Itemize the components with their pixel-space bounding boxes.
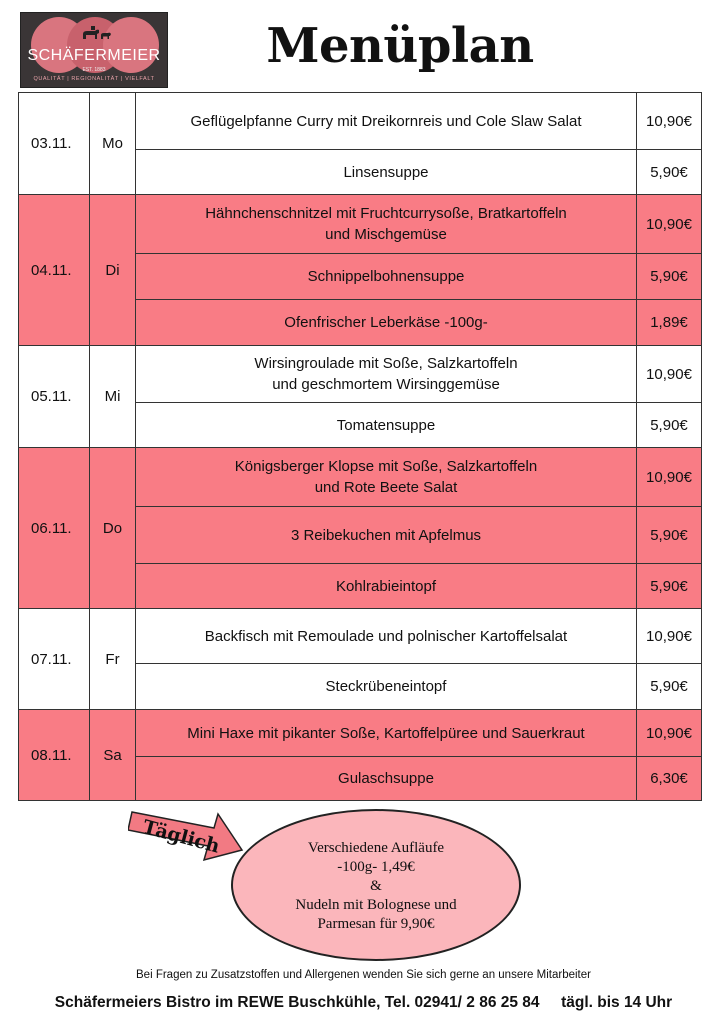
dish-name: Linsensuppe (136, 150, 637, 194)
day-weekday: Sa (90, 710, 136, 800)
dish-row (136, 299, 701, 345)
dish-price: 5,90€ (650, 416, 688, 434)
daily-offer-text: Verschiedene Aufläufe -100g- 1,49€ & Nudeln mit Bolognese und Parmesan für 9,90€ (295, 840, 457, 932)
dish-list (136, 93, 701, 194)
dish-list (136, 448, 701, 608)
day-row (18, 195, 702, 346)
dish-row (136, 346, 701, 402)
dish-price: 6,30€ (650, 770, 688, 787)
day-row (18, 448, 702, 609)
day-weekday: Di (90, 195, 136, 345)
dish-name: 3 Reibekuchen mit Apfelmus (136, 507, 637, 563)
dish-name: Ofenfrischer Leberkäse -100g- (136, 300, 637, 345)
dish-price: 1,89€ (650, 314, 688, 331)
allergen-note: Bei Fragen zu Zusatzstoffen und Allergenen wenden Sie sich gerne an unsere Mitarbeiter (136, 969, 591, 981)
dish-name: Hähnchenschnitzel mit Fruchtcurrysoße, Bratkartoffeln und Mischgemüse (136, 195, 637, 253)
dish-price: 10,90€ (646, 365, 692, 383)
dish-name: Wirsingroulade mit Soße, Salzkartoffeln und geschmortem Wirsinggemüse (136, 346, 637, 402)
dish-name: Gulaschsuppe (136, 757, 637, 800)
day-row (18, 346, 702, 448)
day-weekday: Fr (90, 609, 136, 709)
footer-contact: Schäfermeiers Bistro im REWE Buschkühle, Tel. 02941/ 2 86 25 84 tägl. bis 14 Uhr (54, 994, 673, 1011)
logo-established: EST. 1883 (82, 67, 106, 73)
dish-price: 5,90€ (650, 526, 688, 544)
dish-name: Mini Haxe mit pikanter Soße, Kartoffelpüree und Sauerkraut (136, 710, 637, 756)
dish-name: Backfisch mit Remoulade und polnischer Kartoffelsalat (136, 609, 637, 663)
logo-brand: SCHÄFERMEIER (27, 47, 161, 64)
dish-name: Steckrübeneintopf (136, 664, 637, 709)
dish-row (136, 609, 701, 663)
dish-list (136, 710, 701, 800)
day-date: 06.11. (19, 448, 90, 608)
day-date: 08.11. (19, 710, 90, 800)
dish-price: 10,90€ (646, 468, 692, 486)
dish-row (136, 448, 701, 506)
day-weekday: Mi (90, 346, 136, 447)
dish-price: 10,90€ (646, 724, 692, 742)
day-date: 04.11. (19, 195, 90, 345)
dish-name: Königsberger Klopse mit Soße, Salzkartoffeln und Rote Beete Salat (136, 448, 637, 506)
dish-row (136, 93, 701, 149)
dish-row (136, 563, 701, 608)
dish-row (136, 402, 701, 447)
dish-row (136, 253, 701, 299)
day-weekday: Do (90, 448, 136, 608)
dish-price: 10,90€ (646, 215, 692, 233)
dish-row (136, 149, 701, 194)
dish-list (136, 195, 701, 345)
day-row (18, 92, 702, 195)
menu-table (18, 92, 702, 801)
dish-price: 5,90€ (650, 268, 688, 285)
dish-name: Schnippelbohnensuppe (136, 254, 637, 299)
day-date: 07.11. (19, 609, 90, 709)
dish-list (136, 346, 701, 447)
day-date: 03.11. (19, 93, 90, 194)
dish-name: Kohlrabieintopf (136, 564, 637, 608)
day-row (18, 609, 702, 710)
dish-row (136, 710, 701, 756)
dish-name: Tomatensuppe (136, 403, 637, 447)
page-title: Menüplan (266, 18, 534, 74)
dish-price: 10,90€ (646, 627, 692, 645)
dish-price: 10,90€ (646, 112, 692, 130)
logo-tagline: QUALITÄT | REGIONALITÄT | VIELFALT (33, 76, 155, 82)
dish-price: 5,90€ (650, 577, 688, 595)
dish-row (136, 663, 701, 709)
dish-price: 5,90€ (650, 163, 688, 181)
dish-row (136, 195, 701, 253)
dish-name: Geflügelpfanne Curry mit Dreikornreis und Cole Slaw Salat (136, 93, 637, 149)
dish-list (136, 609, 701, 709)
dish-price: 5,90€ (650, 678, 688, 695)
day-date: 05.11. (19, 346, 90, 447)
dish-row (136, 756, 701, 800)
day-weekday: Mo (90, 93, 136, 194)
day-row (18, 710, 702, 801)
dish-row (136, 506, 701, 563)
daily-label: Täglich (140, 816, 222, 858)
